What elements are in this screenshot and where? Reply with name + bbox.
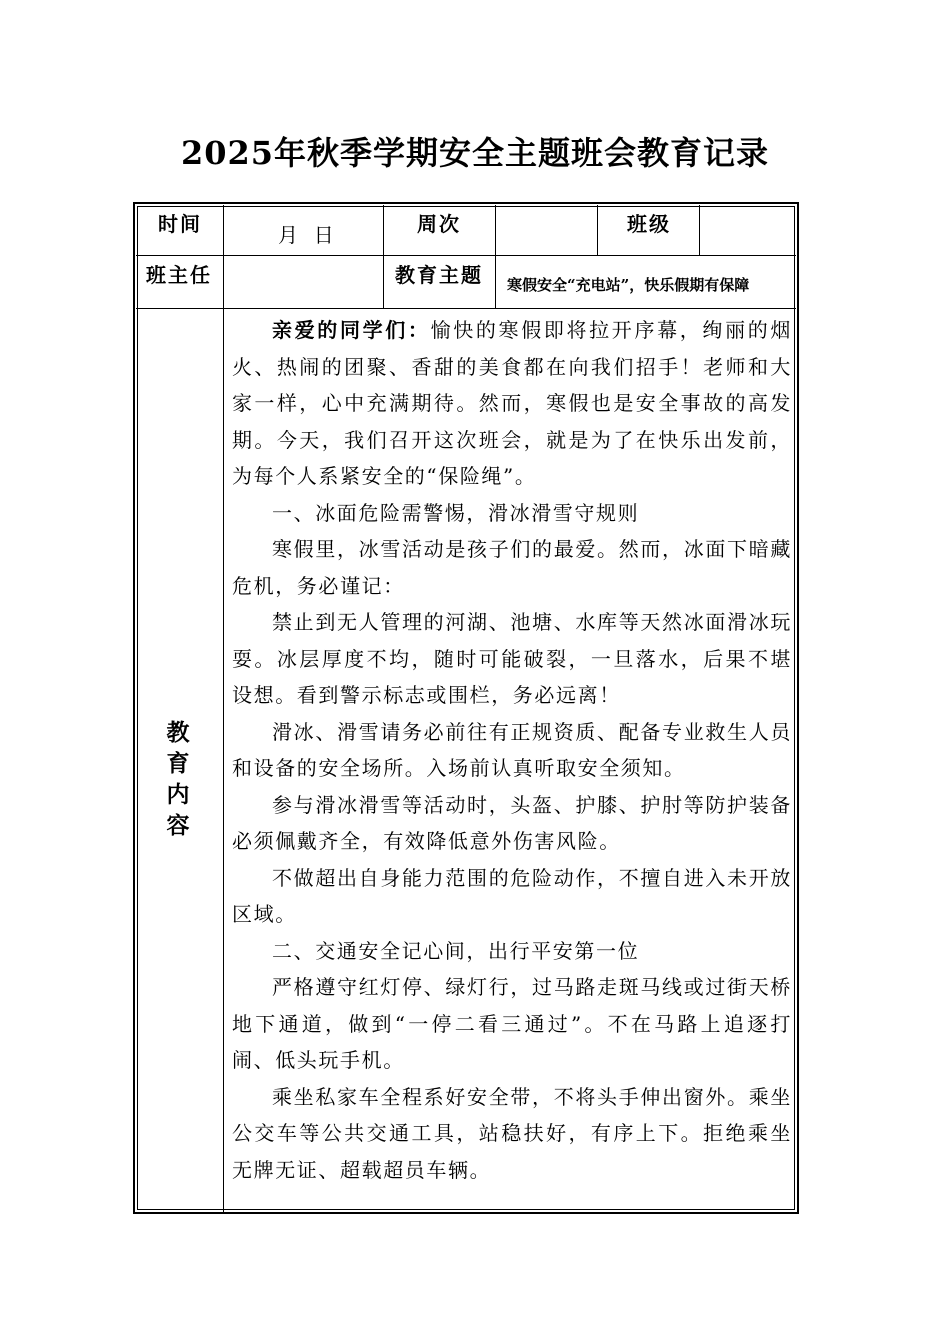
theme-value: 寒假安全“充电站”，快乐假期有保障 [507, 276, 750, 294]
page-title: 2025年秋季学期安全主题班会教育记录 [180, 134, 770, 172]
theme-label: 教育主题 [395, 263, 483, 287]
greeting: 亲爱的同学们： [272, 318, 431, 342]
week-label: 周次 [417, 212, 461, 236]
time-label: 时间 [158, 212, 202, 236]
grid-line [223, 205, 224, 1212]
intro-text: 愉快的寒假即将拉开序幕，绚丽的烟火、热闹的团聚、香甜的美食都在向我们招手！老师和大家一样，心中充满期待。然而，寒假也是安全事故的高发期。今天，我们召开这次班会，就是为了在快乐出发前，为每个人系紧安全的“保险绳”。 [232, 318, 792, 488]
content-paragraph: 不做超出自身能力范围的危险动作，不擅自进入未开放区域。 [232, 865, 792, 926]
grid-line [699, 205, 700, 255]
grid-line [383, 205, 384, 308]
class-field[interactable] [701, 207, 794, 253]
teacher-field[interactable] [225, 257, 381, 306]
content-paragraph: 参与滑冰滑雪等活动时，头盔、护膝、护肘等防护装备必须佩戴齐全，有效降低意外伤害风险。 [232, 792, 792, 853]
content-label: 教育内容 [166, 720, 190, 839]
content-paragraph: 二、交通安全记心间，出行平安第一位 [272, 938, 640, 963]
content-paragraph: 一、冰面危险需警惕，滑冰滑雪守规则 [272, 500, 640, 525]
grid-line [597, 205, 598, 255]
content-paragraph: 滑冰、滑雪请务必前往有正规资质、配备专业救生人员和设备的安全场所。入场前认真听取安全须知。 [232, 719, 792, 780]
week-field[interactable] [497, 207, 595, 253]
intro-paragraph [232, 312, 792, 495]
content-paragraph: 乘坐私家车全程系好安全带，不将头手伸出窗外。乘坐公交车等公共交通工具，站稳扶好，有序上下。拒绝乘坐无牌无证、超载超员车辆。 [232, 1084, 792, 1182]
content-body [232, 312, 792, 1188]
content-paragraph: 寒假里，冰雪活动是孩子们的最爱。然而，冰面下暗藏危机，务必谨记： [232, 537, 792, 598]
grid-line [495, 205, 496, 308]
grid-line [136, 308, 796, 309]
teacher-label: 班主任 [146, 263, 212, 287]
date-field[interactable]: 月 日 [278, 223, 335, 247]
content-paragraph: 禁止到无人管理的河湖、池塘、水库等天然冰面滑冰玩耍。冰层厚度不均，随时可能破裂，一旦落水，后果不堪设想。看到警示标志或围栏，务必远离！ [232, 610, 792, 707]
grid-line [136, 255, 796, 256]
content-paragraph: 严格遵守红灯停、绿灯行，过马路走斑马线或过街天桥地下通道，做到“一停二看三通过”。不在马路上追逐打闹、低头玩手机。 [232, 975, 792, 1072]
class-label: 班级 [627, 212, 671, 236]
